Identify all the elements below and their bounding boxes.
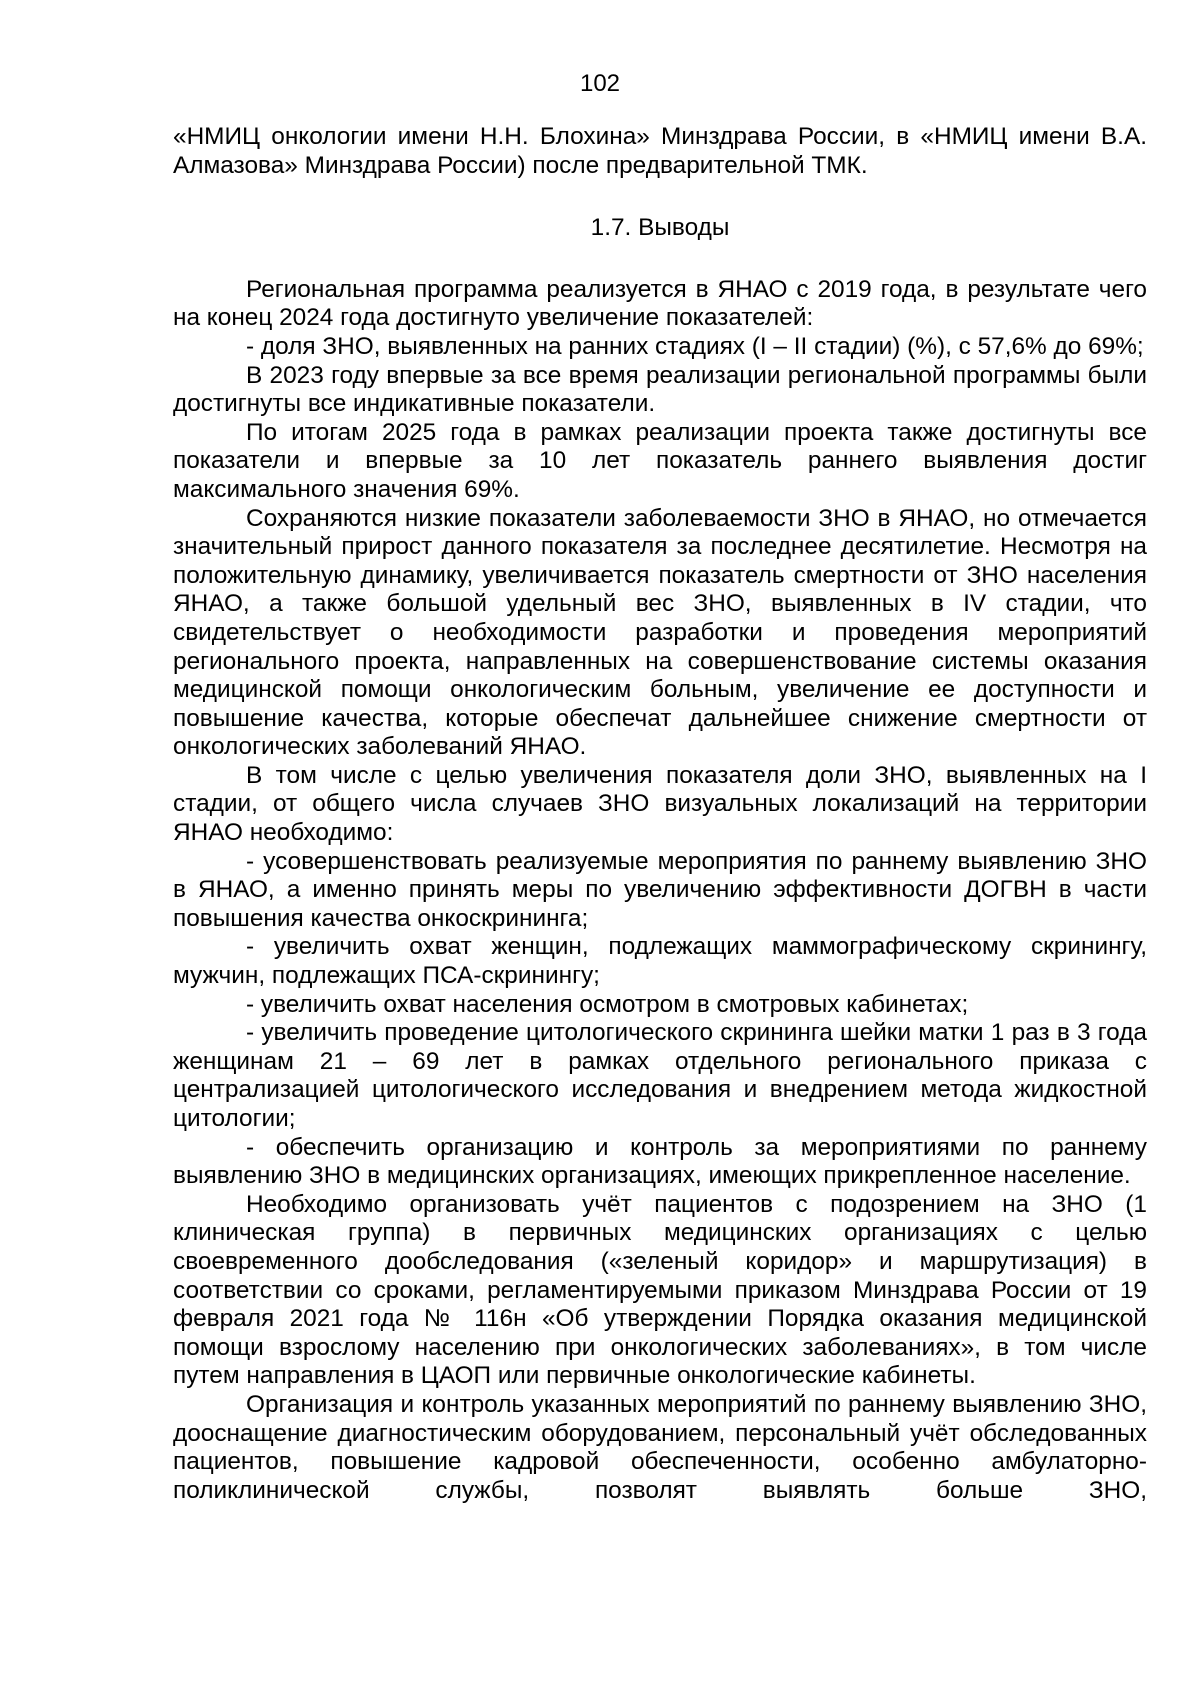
section-heading: 1.7. Выводы	[590, 214, 730, 242]
list-item-exam-rooms: - увеличить охват населения осмотром в смотровых кабинетах;	[246, 990, 969, 1018]
page-number: 102	[579, 70, 621, 97]
document-body	[173, 123, 1147, 1505]
list-item-control: - обеспечить организацию и контроль за мероприятиями по раннему выявлению ЗНО в медицинских организациях, имеющих прикрепленное население.	[173, 1133, 1147, 1190]
paragraph-patient-registry: Необходимо организовать учёт пациентов с подозрением на ЗНО (1 клиническая группа) в первичных медицинских организациях с целью своевременного дообследования («зеленый коридор» и маршрутизация) в соответствии со сроками, регламентируемыми приказом Минздрава России от 19 февраля 2021 года № 116н «Об утверждении Порядка оказания медицинской помощи взрослому населению при онкологических заболеваниях», в том числе путем направления в ЦАОП или первичные онкологические кабинеты.	[173, 1190, 1147, 1390]
paragraph-incidence: Сохраняются низкие показатели заболеваемости ЗНО в ЯНАО, но отмечается значительный прирост данного показателя за последнее десятилетие. Несмотря на положительную динамику, увеличивается показатель смертности от ЗНО населения ЯНАО, а также большой удельный вес ЗНО, выявленных в IV стадии, что свидетельствует о необходимости разработки и проведения мероприятий регионального проекта, направленных на совершенствование системы оказания медицинской помощи онкологическим больным, увеличение ее доступности и повышение качества, которые обеспечат дальнейшее снижение смертности от онкологических заболеваний ЯНАО.	[173, 504, 1147, 761]
paragraph-organization-control: Организация и контроль указанных мероприятий по раннему выявлению ЗНО, дооснащение диагностическим оборудованием, персональный учёт обследованных пациентов, повышение кадровой обеспеченности, особенно амбулаторно-поликлинической службы, позволят выявлять больше ЗНО,	[173, 1390, 1147, 1504]
paragraph-early-stage-share: - доля ЗНО, выявленных на ранних стадиях (I – II стадии) (%), с 57,6% до 69%;	[246, 332, 1144, 360]
intro-paragraph: «НМИЦ онкологии имени Н.Н. Блохина» Минздрава России, в «НМИЦ имени В.А. Алмазова» Минздрава России) после предварительной ТМК.	[173, 123, 1147, 179]
paragraph-2023-indicators: В 2023 году впервые за все время реализации региональной программы были достигнуты все индикативные показатели.	[173, 361, 1147, 418]
paragraph-2025-results: По итогам 2025 года в рамках реализации проекта также достигнуты все показатели и впервые за 10 лет показатель раннего выявления достиг максимального значения 69%.	[173, 418, 1147, 503]
list-item-screening-coverage: - увеличить охват женщин, подлежащих маммографическому скринингу, мужчин, подлежащих ПСА-скринингу;	[173, 933, 1147, 990]
paragraph-program-results: Региональная программа реализуется в ЯНАО с 2019 года, в результате чего на конец 2024 года достигнуто увеличение показателей:	[173, 275, 1147, 332]
list-item-improve-measures: - усовершенствовать реализуемые мероприятия по раннему выявлению ЗНО в ЯНАО, а именно принять меры по увеличению эффективности ДОГВН в части повышения качества онкоскрининга;	[173, 847, 1147, 932]
paragraph-stage-one-goal: В том числе с целью увеличения показателя доли ЗНО, выявленных на I стадии, от общего числа случаев ЗНО визуальных локализаций на территории ЯНАО необходимо:	[173, 761, 1147, 847]
list-item-cytology-screening: - увеличить проведение цитологического скрининга шейки матки 1 раз в 3 года женщинам 21 – 69 лет в рамках отдельного регионального приказа с централизацией цитологического исследования и внедрением метода жидкостной цитологии;	[173, 1019, 1147, 1132]
